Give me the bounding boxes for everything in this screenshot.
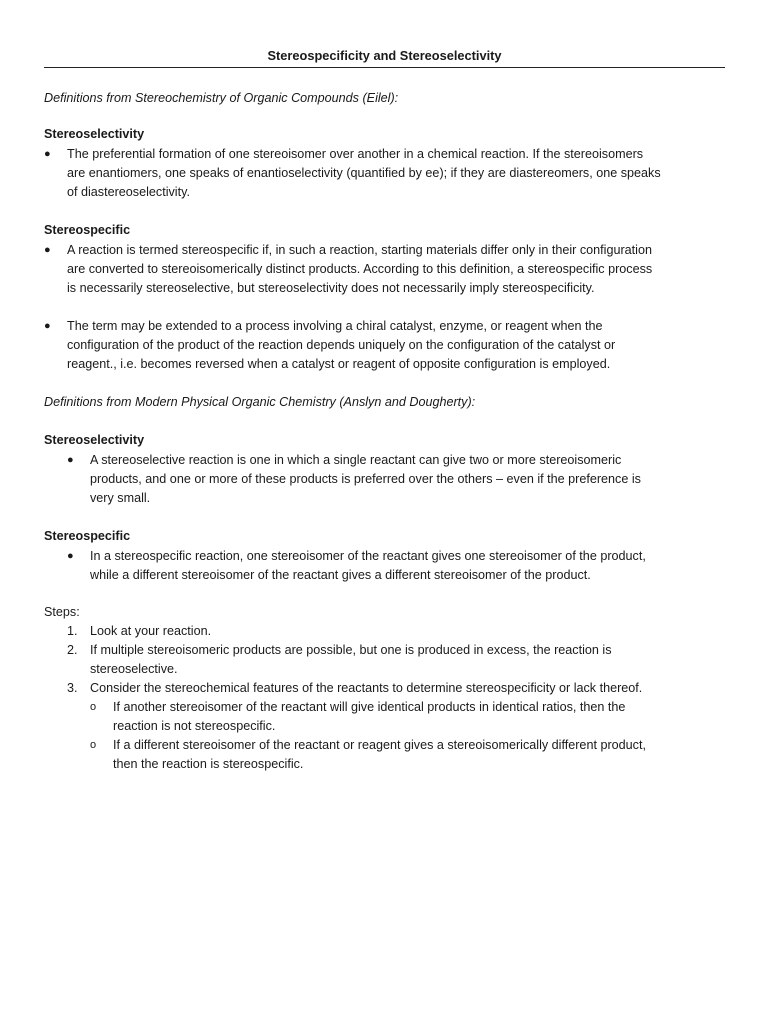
section2-stereoselectivity-label: Stereoselectivity <box>44 433 145 447</box>
step-item <box>90 679 642 698</box>
step-line: Look at your reaction. <box>90 624 212 638</box>
step-number: 2. <box>67 643 78 657</box>
list-item <box>67 145 661 202</box>
list-item-line: In a stereospecific reaction, one stereoisomer of the reactant gives one stereoisomer of the product, <box>90 549 646 563</box>
sub-step-line: reaction is not stereospecific. <box>113 719 276 733</box>
step-number: 3. <box>67 681 78 695</box>
list-item-line: of diastereoselectivity. <box>67 185 190 199</box>
sub-bullet-icon: o <box>90 701 97 713</box>
sub-step-line: then the reaction is stereospecific. <box>113 757 304 771</box>
page-title: Stereospecificity and Stereoselectivity <box>267 48 502 63</box>
bullet-icon: ● <box>44 320 51 332</box>
list-item-line: configuration of the product of the reaction depends uniquely on the configuration of the catalyst or <box>67 338 616 352</box>
bullet-icon: ● <box>67 454 74 466</box>
list-item-line: very small. <box>90 491 151 505</box>
list-item-line: is necessarily stereoselective, but stereoselectivity does not necessarily imply stereospecificity. <box>67 281 595 295</box>
step-number: 1. <box>67 624 78 638</box>
step-line: stereoselective. <box>90 662 178 676</box>
step-item <box>90 622 211 641</box>
steps-label: Steps: <box>44 605 80 619</box>
bullet-icon: ● <box>44 148 51 160</box>
section1-stereospecific-label: Stereospecific <box>44 223 131 237</box>
step-item <box>90 641 612 679</box>
bullet-icon: ● <box>44 244 51 256</box>
section2-stereospecific-label: Stereospecific <box>44 529 131 543</box>
list-item <box>90 451 641 508</box>
list-item-line: are enantiomers, one speaks of enantioselectivity (quantified by ee); if they are diastereomers, one speaks <box>67 166 661 180</box>
sub-step-item <box>113 698 625 736</box>
sub-step-line: If another stereoisomer of the reactant will give identical products in identical ratios, then the <box>113 700 626 714</box>
section1-heading: Definitions from Stereochemistry of Organic Compounds (Eilel): <box>44 91 399 105</box>
step-line: If multiple stereoisomeric products are possible, but one is produced in excess, the reaction is <box>90 643 612 657</box>
sub-step-item <box>113 736 646 774</box>
list-item-line: reagent., i.e. becomes reversed when a catalyst or reagent of opposite configuration is employed. <box>67 357 611 371</box>
list-item <box>67 241 652 298</box>
list-item <box>67 317 615 374</box>
sub-bullet-icon: o <box>90 739 97 751</box>
section2-heading: Definitions from Modern Physical Organic Chemistry (Anslyn and Dougherty): <box>44 395 476 409</box>
list-item-line: The term may be extended to a process involving a chiral catalyst, enzyme, or reagent when the <box>67 319 603 333</box>
step-line: Consider the stereochemical features of the reactants to determine stereospecificity or lack thereof. <box>90 681 643 695</box>
bullet-icon: ● <box>67 550 74 562</box>
list-item-line: products, and one or more of these products is preferred over the others – even if the preference is <box>90 472 641 486</box>
list-item-line: A stereoselective reaction is one in which a single reactant can give two or more stereoisomeric <box>90 453 622 467</box>
sub-step-line: If a different stereoisomer of the reactant or reagent gives a stereoisomerically different product, <box>113 738 646 752</box>
list-item-line: The preferential formation of one stereoisomer over another in a chemical reaction. If the stereoisomers <box>67 147 644 161</box>
list-item-line: are converted to stereoisomerically distinct products. According to this definition, a stereospecific process <box>67 262 653 276</box>
title-underline <box>44 67 725 68</box>
list-item <box>90 547 646 585</box>
list-item-line: A reaction is termed stereospecific if, in such a reaction, starting materials differ only in their configuration <box>67 243 652 257</box>
list-item-line: while a different stereoisomer of the reactant gives a different stereoisomer of the product. <box>90 568 591 582</box>
section1-stereoselectivity-label: Stereoselectivity <box>44 127 145 141</box>
